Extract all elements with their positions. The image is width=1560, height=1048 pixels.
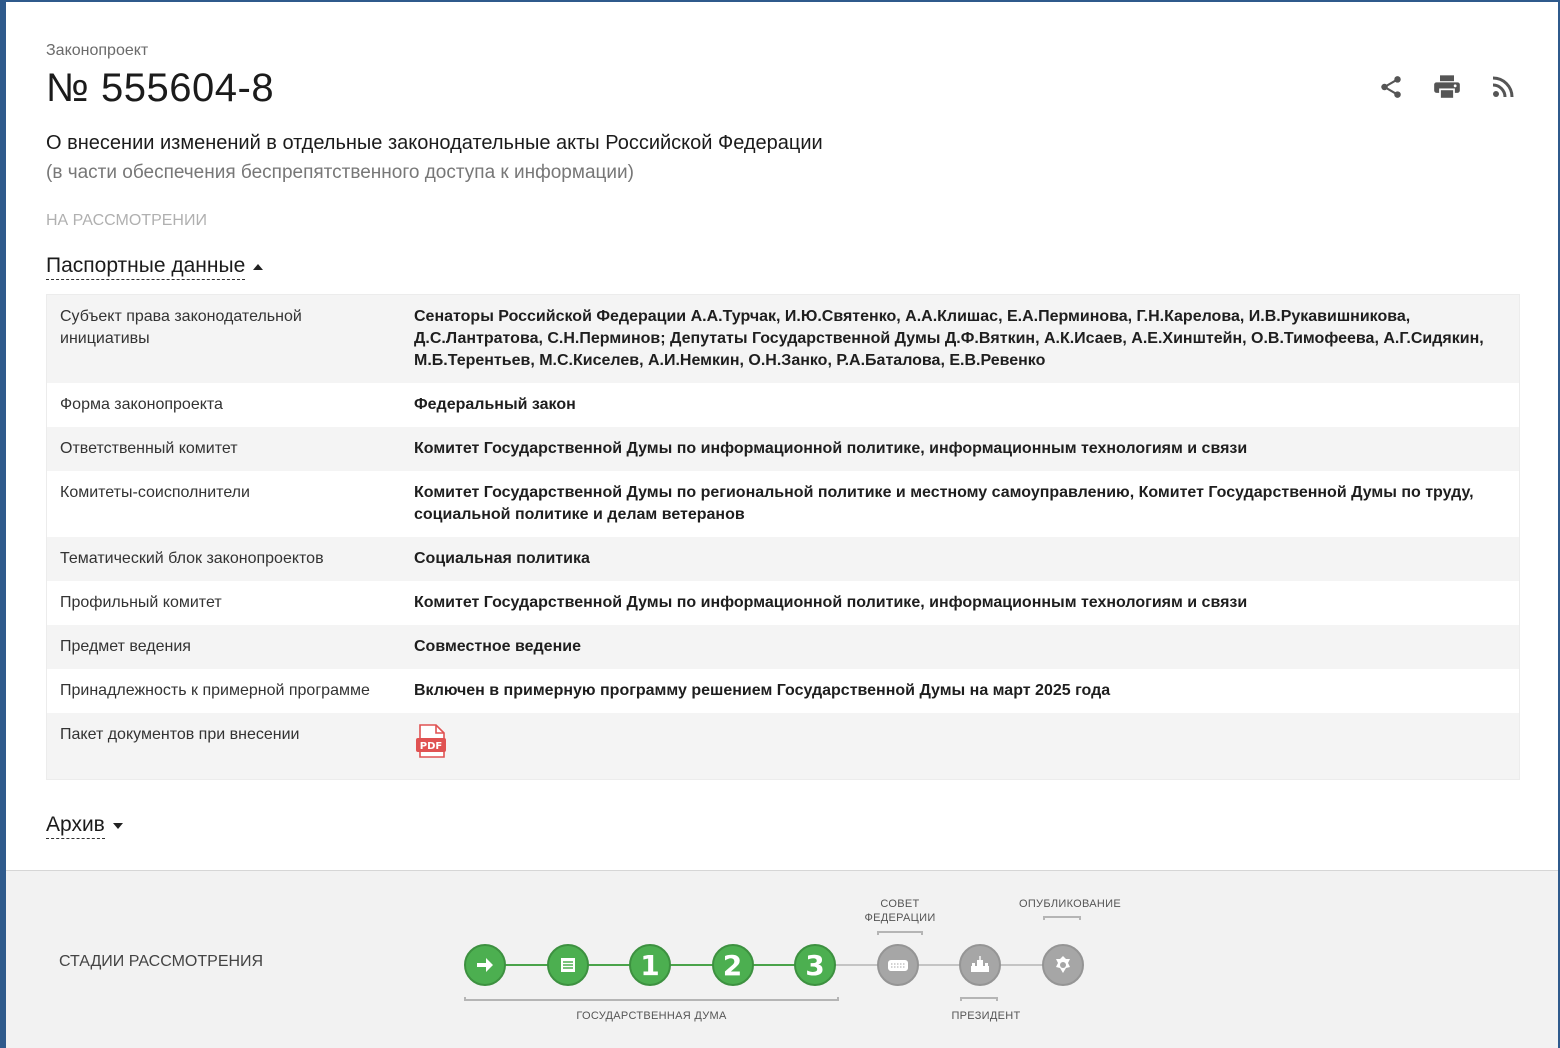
stage-publication[interactable]	[1042, 944, 1084, 986]
archive-toggle[interactable]	[46, 813, 123, 839]
row-key: Профильный комитет	[60, 594, 222, 611]
passport-toggle-label: Паспортные данные	[46, 254, 245, 280]
president-icon	[968, 954, 992, 976]
row-value	[414, 724, 1519, 765]
duma-bracket	[464, 997, 839, 1001]
stages-panel	[6, 870, 1558, 1048]
row-key: Субъект права законодательной инициативы	[60, 308, 302, 347]
stages-label: СТАДИИ РАССМОТРЕНИЯ	[59, 953, 264, 970]
table-row	[47, 625, 1519, 669]
table-row	[47, 427, 1519, 471]
stage-preliminary[interactable]	[547, 944, 589, 986]
bill-card	[6, 2, 1558, 1048]
introduction-icon	[474, 954, 496, 976]
president-bracket	[960, 997, 998, 1001]
archive-toggle-label: Архив	[46, 813, 105, 839]
group-label-publication: ОПУБЛИКОВАНИЕ	[1018, 898, 1122, 910]
bill-status: НА РАССМОТРЕНИИ	[46, 212, 207, 229]
passport-table	[46, 294, 1520, 780]
publication-bracket	[1043, 916, 1081, 920]
row-value: Включен в примерную программу решением Государственной Думы на март 2025 года	[414, 682, 1111, 699]
caret-up-icon	[253, 264, 263, 270]
row-key: Ответственный комитет	[60, 440, 238, 457]
bill-title: О внесении изменений в отдельные законодательные акты Российской Федерации	[46, 132, 823, 154]
group-label-federation-council: СОВЕТ ФЕДЕРАЦИИ	[864, 898, 936, 924]
row-value: Сенаторы Российской Федерации А.А.Турчак, И.Ю.Святенко, А.А.Клишас, Е.А.Перминова, Г.Н.Карелова, И.В.Рукавишникова, Д.С.Лантратова, С.Н.Перминов; Депутаты Государственной Думы Д.Ф.Вяткин, А.К.Исаев, А.Е.Хинштейн, О.В.Тимофеева, А.Г.Сидякин, М.Б.Терентьев, М.С.Киселев, А.И.Немкин, О.Н.Занко, Р.А.Баталова, Е.В.Ревенко	[414, 308, 1484, 369]
stage-president[interactable]	[959, 944, 1001, 986]
row-key: Предмет ведения	[60, 638, 191, 655]
table-row	[47, 383, 1519, 427]
share-icon[interactable]	[1376, 72, 1406, 102]
stage-introduction[interactable]	[464, 944, 506, 986]
table-row	[47, 713, 1519, 779]
caret-down-icon	[113, 823, 123, 829]
row-value: Совместное ведение	[414, 638, 581, 655]
pdf-label: PDF	[419, 741, 443, 752]
row-key: Принадлежность к примерной программе	[60, 682, 370, 699]
row-value: Комитет Государственной Думы по информационной политике, информационным технологиям и связи	[414, 440, 1248, 457]
stage-federation-council[interactable]	[877, 944, 919, 986]
table-row	[47, 581, 1519, 625]
table-row	[47, 669, 1519, 713]
row-key: Форма законопроекта	[60, 396, 223, 413]
stage-second-reading[interactable]	[712, 944, 754, 986]
stage-number: 3	[805, 948, 825, 982]
group-label-duma: ГОСУДАРСТВЕННАЯ ДУМА	[576, 1010, 727, 1022]
row-key: Комитеты-соисполнители	[60, 484, 250, 501]
pdf-icon[interactable]	[414, 724, 448, 765]
row-key: Пакет документов при внесении	[60, 726, 300, 743]
table-row	[47, 295, 1519, 383]
row-value: Комитет Государственной Думы по региональной политике и местному самоуправлению, Комитет Государственной Думы по труду, социальной политике и делам ветеранов	[414, 484, 1474, 523]
publication-icon	[1051, 953, 1075, 977]
stage-first-reading[interactable]	[629, 944, 671, 986]
print-icon[interactable]	[1432, 72, 1462, 102]
rss-icon[interactable]	[1488, 72, 1518, 102]
bill-subtitle: (в части обеспечения беспрепятственного доступа к информации)	[46, 162, 634, 183]
table-row	[47, 537, 1519, 581]
council-bracket	[877, 931, 923, 935]
bill-number: № 555604-8	[46, 66, 275, 110]
stage-number: 1	[640, 948, 660, 982]
federation-council-icon	[886, 956, 910, 974]
table-row	[47, 471, 1519, 537]
preliminary-icon	[557, 954, 579, 976]
group-label-president: ПРЕЗИДЕНТ	[951, 1010, 1021, 1022]
stage-third-reading[interactable]	[794, 944, 836, 986]
passport-toggle[interactable]	[46, 254, 263, 280]
row-value: Федеральный закон	[414, 396, 576, 413]
row-value: Комитет Государственной Думы по информационной политике, информационным технологиям и связи	[414, 594, 1248, 611]
bill-actions	[1376, 72, 1518, 102]
bill-kind: Законопроект	[46, 42, 149, 59]
row-value: Социальная политика	[414, 550, 590, 567]
row-key: Тематический блок законопроектов	[60, 550, 324, 567]
stage-number: 2	[722, 948, 743, 982]
